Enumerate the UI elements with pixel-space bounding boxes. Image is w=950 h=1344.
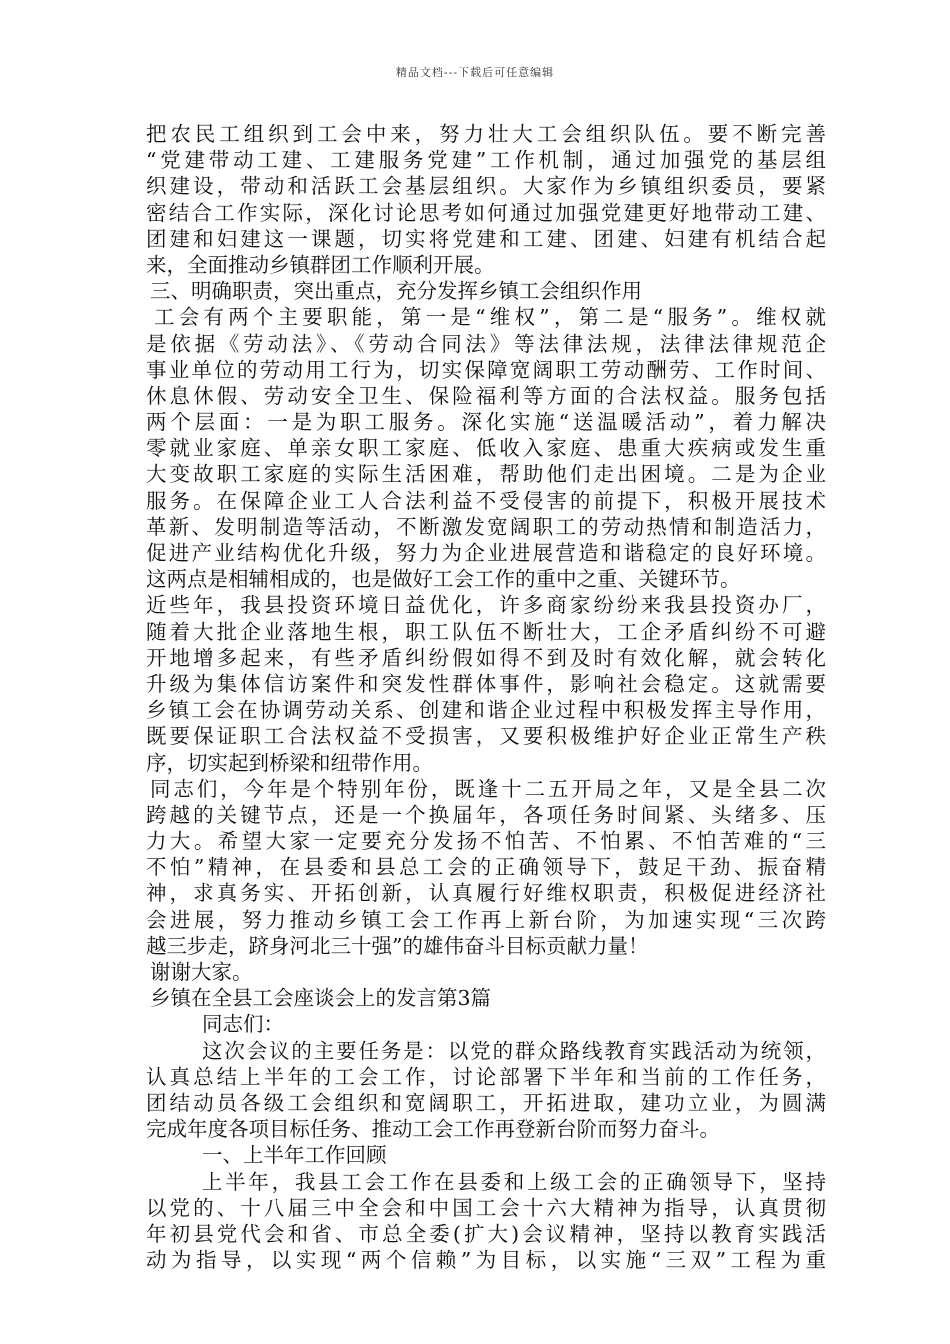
paragraph-start: 同志们，今年是个特别年份，既逢十二五开局之年，又是全县二次: [150, 776, 826, 801]
text-line: 认真总结上半年的工会工作，讨论部署下半年和当前的工作任务，: [146, 1064, 826, 1089]
text-line: 越三步走，跻身河北三十强”的雄伟奋斗目标贡献力量！: [146, 933, 649, 958]
text-line: 休息休假、劳动安全卫生、保险福利等方面的合法权益。服务包括: [146, 383, 826, 408]
text-line: 力大。希望大家一定要充分发扬不怕苦、不怕累、不怕苦难的“三: [146, 829, 826, 854]
text-line: 两个层面：一是为职工服务。深化实施“送温暖活动”，着力解决: [146, 410, 826, 435]
text-line: 升级为集体信访案件和突发性群体事件，影响社会稳定。这就需要: [146, 671, 826, 696]
text-line: 促进产业结构优化升级，努力为企业进展营造和谐稳定的良好环境。: [146, 541, 826, 565]
text-line: 动为指导，以实现“两个信赖”为目标，以实施“三双”工程为重: [146, 1248, 826, 1273]
salutation: 同志们：: [202, 1012, 284, 1037]
section-heading: 一、上半年工作回顾: [202, 1143, 387, 1168]
text-line: 会进展，努力推动乡镇工会工作再上新台阶，为加速实现“三次跨: [146, 907, 826, 932]
text-line: “党建带动工建、工建服务党建”工作机制，通过加强党的基层组: [146, 148, 826, 173]
text-line: 不怕”精神，在县委和县总工会的正确领导下，鼓足干劲、振奋精: [146, 855, 826, 880]
text-line: 既要保证职工合法权益不受损害，又要积极维护好企业正常生产秩: [146, 724, 826, 749]
text-line: 乡镇工会在协调劳动关系、创建和谐企业过程中积极发挥主导作用，: [146, 698, 826, 723]
text-line: 事业单位的劳动用工行为，切实保障宽阔职工劳动酬劳、工作时间、: [146, 357, 826, 382]
text-line: 团结动员各级工会组织和宽阔职工，开拓进取，建功立业，为圆满: [146, 1090, 826, 1115]
page-header: 精品文档---下载后可任意编辑: [395, 66, 555, 79]
text-line: 革新、发明制造等活动，不断激发宽阔职工的劳动热情和制造活力，: [146, 514, 826, 539]
text-line: 序，切实起到桥梁和纽带作用。: [146, 750, 433, 775]
paragraph-start: 工会有两个主要职能，第一是“维权”，第二是“服务”。维权就: [154, 305, 826, 330]
closing-thanks: 谢谢大家。: [150, 960, 253, 984]
text-line: 开地增多起来，有些矛盾纠纷假如得不到及时有效化解，就会转化: [146, 645, 826, 670]
text-line: 随着大批企业落地生根，职工队伍不断壮大，工企矛盾纠纷不可避: [146, 619, 826, 644]
text-line: 把农民工组织到工会中来，努力壮大工会组织队伍。要不断完善: [146, 122, 826, 146]
text-line: 织建设，带动和活跃工会基层组织。大家作为乡镇组织委员，要紧: [146, 174, 826, 199]
article-title: 乡镇在全县工会座谈会上的发言第3篇: [150, 986, 492, 1011]
paragraph-start: 这次会议的主要任务是：以党的群众路线教育实践活动为统领，: [202, 1038, 826, 1063]
text-line: 以党的、十八届三中全会和中国工会十六大精神为指导，认真贯彻: [146, 1195, 826, 1220]
text-line: 神，求真务实、开拓创新，认真履行好维权职责，积极促进经济社: [146, 881, 826, 906]
text-line: 团建和妇建这一课题，切实将党建和工建、团建、妇建有机结合起: [146, 226, 826, 251]
text-line: 跨越的关键节点，还是一个换届年，各项任务时间紧、头绪多、压: [146, 802, 826, 827]
text-line: 大变故职工家庭的实际生活困难，帮助他们走出困境。二是为企业: [146, 462, 826, 487]
text-line: 完成年度各项目标任务、推动工会工作再登新台阶而努力奋斗。: [146, 1117, 720, 1142]
text-line: 是依据《劳动法》、《劳动合同法》等法律法规，法律法律规范企: [146, 331, 826, 356]
paragraph-start: 上半年，我县工会工作在县委和上级工会的正确领导下，坚持: [202, 1169, 826, 1194]
text-line: 年初县党代会和省、市总全委(扩大)会议精神，坚持以教育实践活: [146, 1221, 826, 1246]
document-body: [146, 121, 826, 1273]
text-line: 近些年，我县投资环境日益优化，许多商家纷纷来我县投资办厂，: [146, 593, 826, 618]
text-line: 零就业家庭、单亲女职工家庭、低收入家庭、患重大疾病或发生重: [146, 436, 826, 461]
text-line: 来，全面推动乡镇群团工作顺利开展。: [146, 252, 495, 277]
section-heading: 三、明确职责，突出重点，充分发挥乡镇工会组织作用: [150, 279, 642, 304]
text-line: 密结合工作实际，深化讨论思考如何通过加强党建更好地带动工建、: [146, 200, 826, 225]
text-line: 服务。在保障企业工人合法利益不受侵害的前提下，积极开展技术: [146, 488, 826, 513]
text-line: 这两点是相辅相成的，也是做好工会工作的重中之重、关键环节。: [146, 567, 741, 592]
